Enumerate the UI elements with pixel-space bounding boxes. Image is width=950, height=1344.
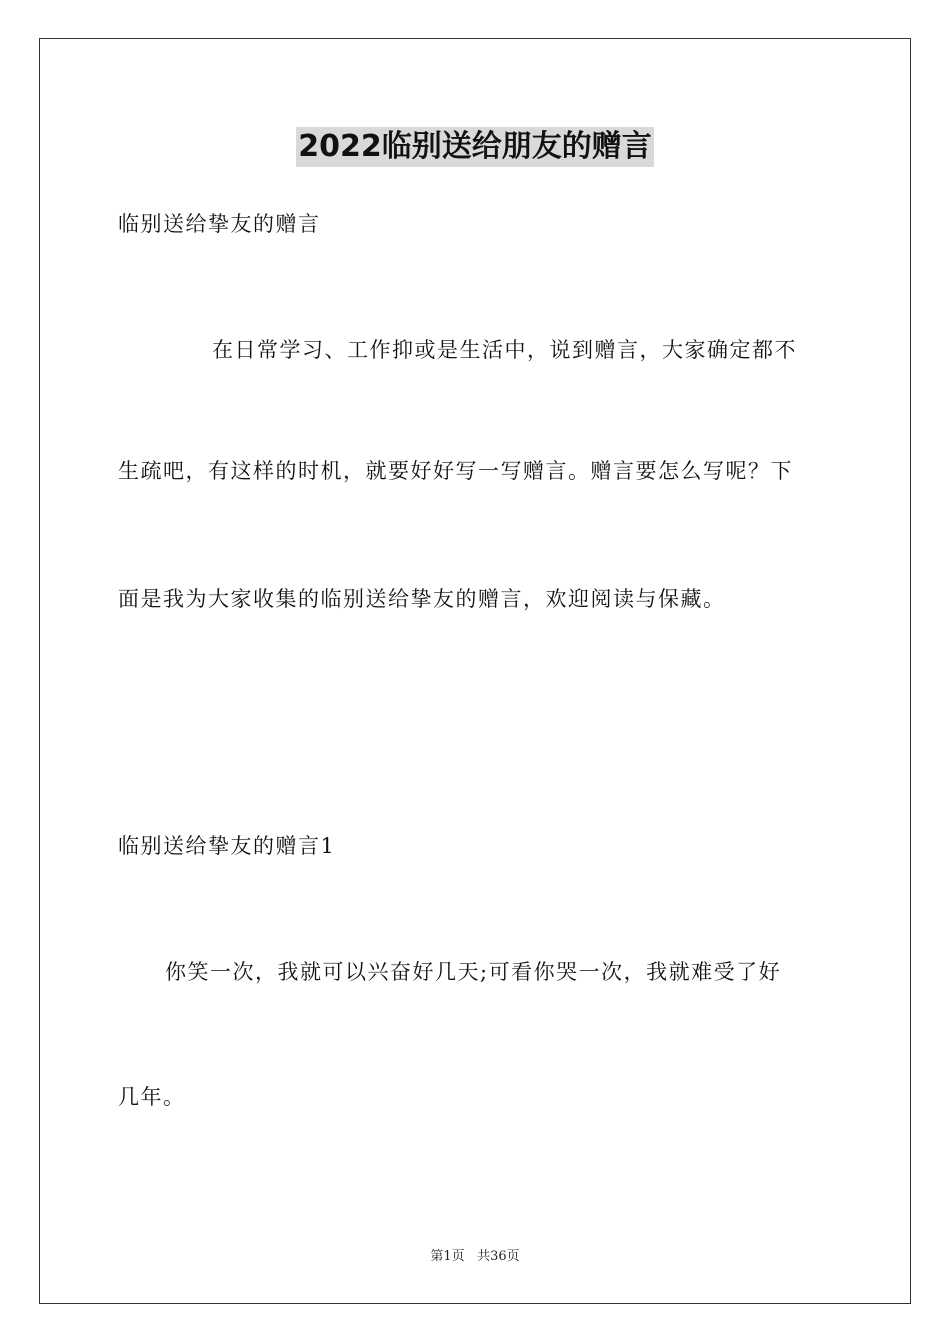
document-subtitle: 临别送给挚友的赠言 xyxy=(118,212,321,236)
intro-line-2: 生疏吧，有这样的时机，就要好好写一写赠言。赠言要怎么写呢？下 xyxy=(118,459,793,483)
page-total: 共36页 xyxy=(477,1249,520,1264)
page-number: 第1页 xyxy=(430,1249,465,1264)
intro-line-3: 面是我为大家收集的临别送给挚友的赠言，欢迎阅读与保藏。 xyxy=(118,587,726,611)
section-line-2: 几年。 xyxy=(118,1085,186,1109)
document-title: 2022临别送给朋友的赠言 xyxy=(296,127,654,167)
page-footer xyxy=(0,1248,950,1266)
section-heading: 临别送给挚友的赠言1 xyxy=(118,834,336,858)
intro-line-1: 在日常学习、工作抑或是生活中，说到赠言，大家确定都不 xyxy=(212,338,797,362)
title-container xyxy=(0,127,950,167)
section-line-1: 你笑一次，我就可以兴奋好几天;可看你哭一次，我就难受了好 xyxy=(165,960,782,984)
